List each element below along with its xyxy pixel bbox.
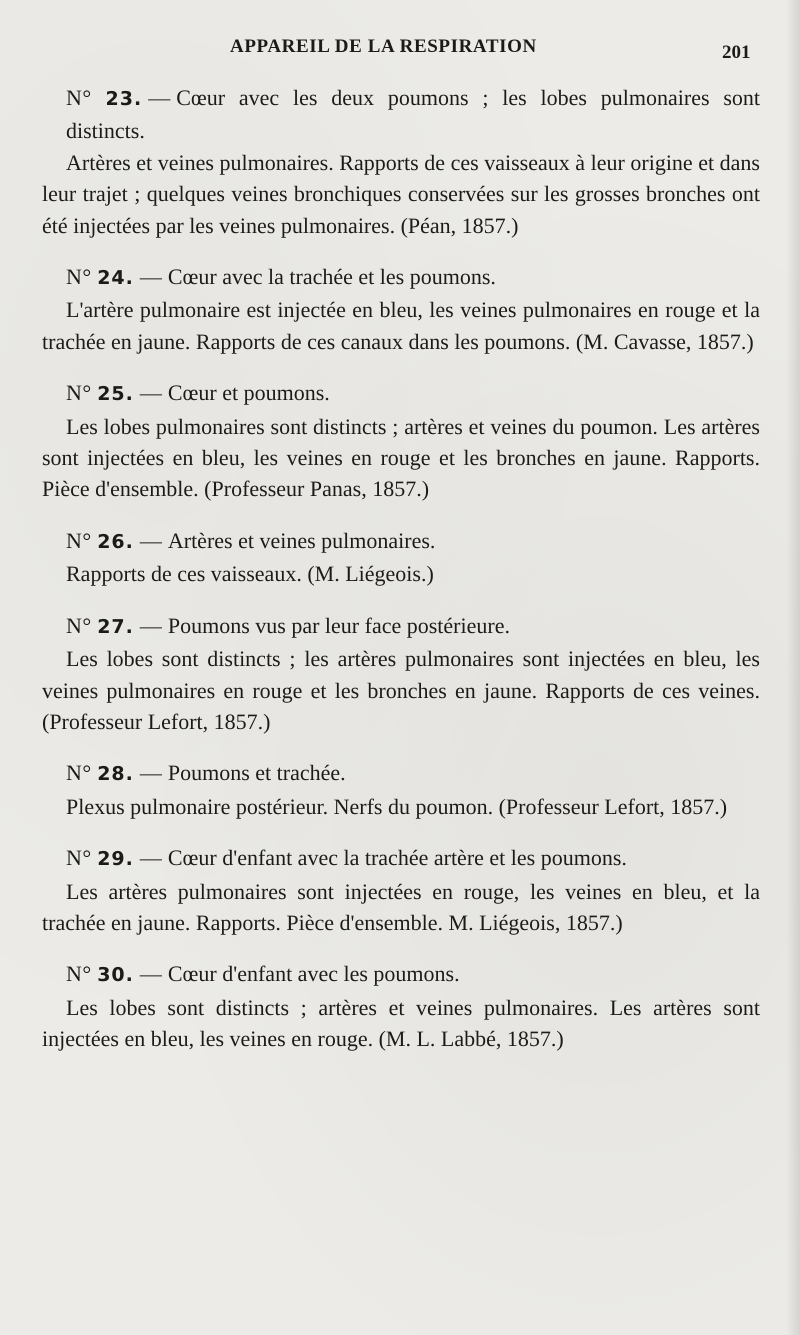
- entry-description: Les lobes sont distincts ; artères et veines pulmonaires. Les artères sont injectées en bleu, les veines en rouge. (M. L. Labbé, 1857.): [42, 994, 760, 1052]
- entry-title: Cœur d'enfant avec la trachée artère et les poumons.: [167, 845, 627, 871]
- entry-number: 30.: [97, 964, 134, 987]
- em-dash: —: [139, 612, 162, 638]
- entry-number-label: N°: [66, 612, 92, 638]
- em-dash: —: [139, 264, 162, 290]
- entry-description: Plexus pulmonaire postérieur. Nerfs du poumon. (Professeur Lefort, 1857.): [66, 793, 728, 819]
- entry-number: 23.: [105, 88, 143, 110]
- entry-number-label: N°: [66, 85, 92, 110]
- em-dash: —: [139, 845, 162, 871]
- page-number: 201: [722, 42, 751, 63]
- em-dash: —: [139, 527, 162, 553]
- entry-title: Poumons et trachée.: [167, 760, 346, 786]
- entry-title: Cœur avec la trachée et les poumons.: [167, 264, 496, 290]
- entry-number-label: N°: [66, 380, 92, 406]
- catalog-entry-27: [42, 610, 760, 738]
- entry-heading: [42, 757, 760, 790]
- entry-heading: [42, 610, 760, 643]
- entry-number-label: N°: [66, 961, 92, 987]
- entry-title: Cœur et poumons.: [167, 380, 330, 406]
- entry-number-label: N°: [66, 845, 92, 871]
- entry-description: Rapports de ces vaisseaux. (M. Liégeois.): [66, 561, 434, 587]
- entry-title: Cœur avec les deux poumons ; les lobes pulmonaires sont distincts.: [66, 85, 761, 144]
- catalog-entry-30: [42, 958, 760, 1054]
- entry-description: Les lobes sont distincts ; les artères pulmonaires sont injectées en bleu, les veines pulmonaires en rouge et les bronches en jaune. Rapports de ces veines. (Professeur Lefort, 1857.): [42, 646, 760, 734]
- entry-heading: [42, 261, 760, 294]
- catalog-entry-25: [42, 377, 760, 505]
- entry-description: Les lobes pulmonaires sont distincts ; artères et veines du poumon. Les artères sont injectées en bleu, les veines en rouge et les bronches en jaune. Rapports. Pièce d'ensemble. (Professeur Panas, 1857.): [42, 413, 760, 502]
- entry-title: Cœur d'enfant avec les poumons.: [167, 961, 460, 987]
- entry-number: 25.: [97, 383, 134, 406]
- entry-heading: [42, 842, 760, 875]
- entry-number-label: N°: [66, 760, 92, 786]
- entry-description: L'artère pulmonaire est injectée en bleu, les veines pulmonaires en rouge et la trachée en jaune. Rapports de ces canaux dans les poumons. (M. Cavasse, 1857.): [42, 297, 760, 354]
- catalog-entry-23: [42, 82, 760, 241]
- running-head: APPAREIL DE LA RESPIRATION: [230, 36, 537, 57]
- catalog-entry-28: [42, 757, 760, 822]
- catalog-entry-26: [42, 525, 760, 590]
- entry-heading: [42, 82, 760, 147]
- entry-heading: [42, 377, 760, 410]
- entry-title: Artères et veines pulmonaires.: [167, 527, 436, 553]
- em-dash: —: [139, 961, 162, 987]
- em-dash: —: [139, 760, 162, 786]
- page-header: [0, 36, 800, 66]
- em-dash: —: [139, 380, 162, 406]
- entry-number: 26.: [97, 530, 134, 553]
- entry-number: 29.: [97, 848, 134, 871]
- entry-number-label: N°: [66, 527, 92, 553]
- entry-heading: [42, 958, 760, 991]
- catalog-entry-24: [42, 261, 760, 357]
- entry-description: Artères et veines pulmonaires. Rapports de ces vaisseaux à leur origine et dans leur trajet ; quelques veines bronchiques conservées sur les grosses bronches ont été injectées par les veines pulmonaires. (Péan, 1857.): [42, 149, 760, 238]
- entry-number: 24.: [97, 267, 134, 290]
- entry-description: Les artères pulmonaires sont injectées en rouge, les veines en bleu, et la trachée en jaune. Rapports. Pièce d'ensemble. M. Liégeois, 1857.): [42, 878, 760, 935]
- em-dash: —: [148, 85, 171, 110]
- entry-title: Poumons vus par leur face postérieure.: [167, 612, 510, 638]
- page-body: [42, 82, 760, 1075]
- entry-number: 27.: [97, 615, 134, 638]
- entry-number-label: N°: [66, 264, 92, 290]
- entry-heading: [42, 525, 760, 558]
- catalog-entry-29: [42, 842, 760, 938]
- entry-number: 28.: [97, 763, 134, 786]
- page-edge-shadow: [786, 0, 800, 1335]
